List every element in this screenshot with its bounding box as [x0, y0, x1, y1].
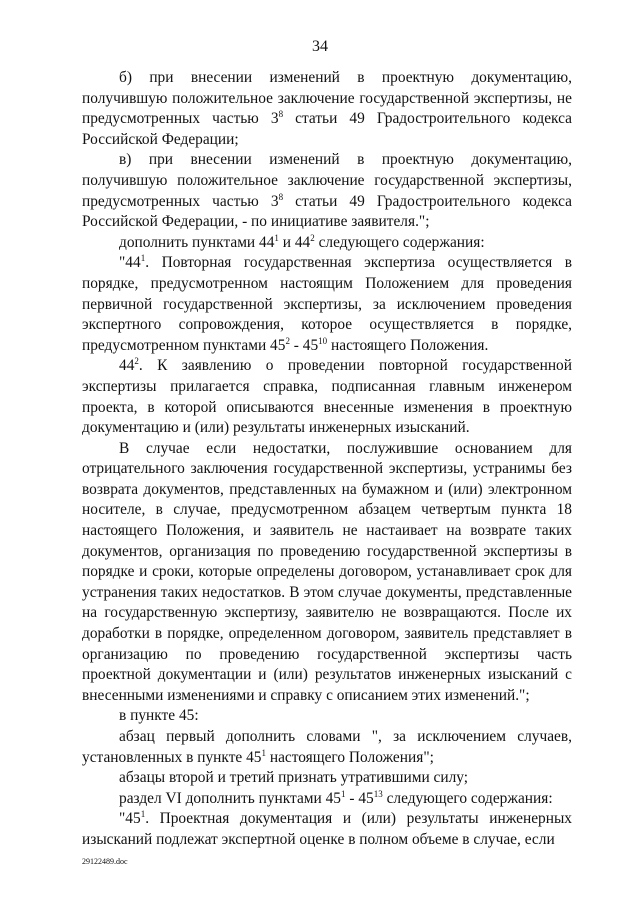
superscript-index: 10: [318, 335, 328, 346]
page-number: 34: [312, 38, 328, 55]
superscript-index: 1: [261, 747, 266, 758]
text-segment: в пункте 45:: [119, 707, 199, 725]
superscript-index: 2: [285, 335, 290, 346]
paragraph: [82, 727, 572, 768]
text-segment: раздел VI дополнить пунктами 45: [119, 789, 342, 807]
text-segment: "44: [119, 254, 141, 272]
text-segment: 44: [119, 357, 135, 375]
superscript-index: 8: [278, 109, 284, 120]
paragraph: [82, 253, 572, 356]
superscript-index: 2: [310, 232, 315, 243]
paragraph: [82, 439, 572, 707]
paragraph: [82, 706, 572, 727]
text-segment: в) при внесении изменений в проектную документацию, получившую положительное заключение государственной экспертизы, предусмотренных частью 3: [82, 151, 572, 210]
paragraph: [82, 233, 572, 254]
text-segment: В случае если недостатки, послужившие основанием для отрицательного заключения государственной экспертизы, устранимы без возврата документов, представленных на бумажном и (или) электронном носителе, в случае, предусмотренном абзацем четвертым пункта 18 настоящего Положения, и заявитель не настаивает на возврате таких документов, организация по проведению государственной экспертизы в порядке и сроки, которые определены договором, устанавливает срок для устранения таких недостатков. В этом случае документы, представленные на государственную экспертизу, заявителю не возвращаются. После их доработки в порядке, определенном договором, заявитель представляет в организацию по проведению государственной экспертизы часть проектной документации и (или) результатов инженерных изысканий с внесенными изменениями и справку с описанием этих изменений.";: [82, 439, 572, 704]
text-segment: статьи 49 Градостроительного кодекса Российской Федерации;: [82, 110, 572, 148]
text-segment: "45: [119, 810, 141, 828]
text-segment: дополнить пунктами 44: [119, 233, 275, 251]
text-segment: . Повторная государственная экспертиза осуществляется в порядке, предусмотренном настоящим Положением для проведения первичной государственной экспертизы, за исключением проведения экспертного сопровождения, которое осуществляется в порядке, предусмотренном пунктами 45: [82, 254, 572, 354]
text-segment: настоящего Положения";: [266, 748, 434, 766]
superscript-index: 8: [278, 191, 284, 202]
text-segment: абзацы второй и третий признать утратившими силу;: [119, 769, 469, 787]
paragraph: [82, 150, 572, 232]
text-segment: абзац первый дополнить словами ", за исключением случаев, установленных в пункте 45: [82, 728, 572, 766]
superscript-index: 1: [341, 788, 346, 799]
superscript-index: 2: [134, 356, 139, 367]
paragraph: [82, 356, 572, 438]
text-segment: статьи 49 Градостроительного кодекса Российской Федерации, - по инициативе заявителя.";: [82, 192, 572, 231]
paragraph: [82, 68, 572, 150]
document-body: [82, 68, 572, 851]
superscript-index: 13: [373, 788, 383, 799]
paragraph: [82, 768, 572, 789]
text-segment: и 44: [278, 233, 311, 251]
text-segment: следующего содержания:: [382, 789, 553, 807]
paragraph: [82, 809, 572, 850]
superscript-index: 1: [140, 253, 146, 264]
text-segment: - 45: [289, 336, 319, 354]
text-segment: б) при внесении изменений в проектную документацию, получившую положительное заключение государственной экспертизы, не предусмотренных частью 3: [82, 69, 572, 128]
paragraph: [82, 789, 572, 810]
text-segment: . Проектная документация и (или) результаты инженерных изысканий подлежат экспертной оценке в полном объеме в случае, если: [82, 810, 572, 848]
superscript-index: 1: [140, 809, 146, 820]
text-segment: - 45: [345, 789, 374, 807]
text-segment: настоящего Положения.: [327, 336, 489, 354]
superscript-index: 1: [274, 232, 279, 243]
text-segment: следующего содержания:: [314, 233, 485, 251]
document-filename-footer: 29122489.doc: [82, 857, 128, 866]
text-segment: . К заявлению о проведении повторной государственной экспертизы прилагается справка, подписанная главным инженером проекта, в которой описываются внесенные изменения в проектную документацию и (или) результаты инженерных изысканий.: [82, 357, 572, 437]
